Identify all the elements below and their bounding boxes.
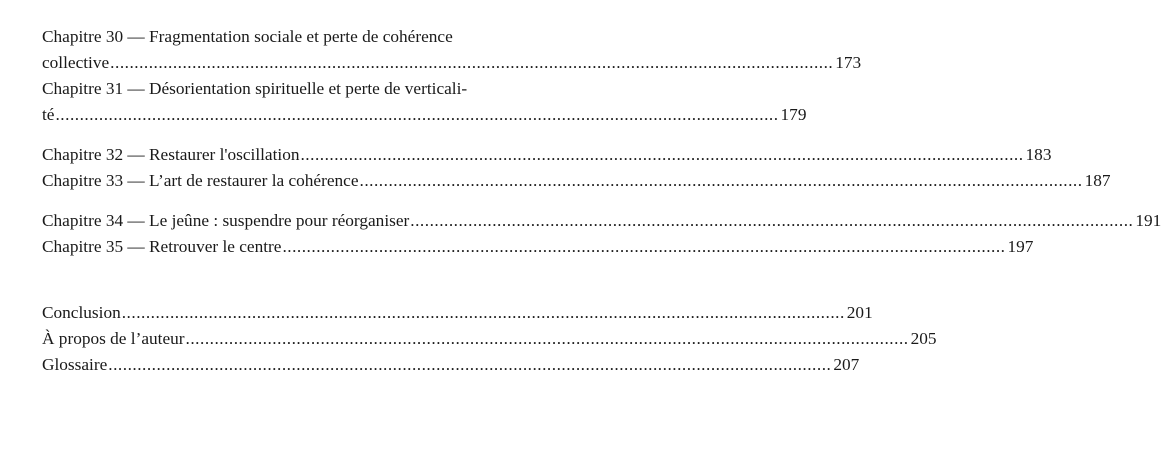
dot-leader: ...................................................................................................................................................... (55, 105, 779, 124)
toc-page-number: 191 (1135, 211, 1161, 230)
toc-entry-chapter-30 (42, 24, 862, 76)
toc-entry-title: Chapitre 35 — Retrouver le centre (42, 237, 282, 256)
toc-entry-title: Chapitre 33 — L’art de restaurer la cohérence (42, 171, 359, 190)
dot-leader: ...................................................................................................................................................... (108, 355, 832, 374)
toc-entry-title: Chapitre 34 — Le jeûne : suspendre pour réorganiser (42, 211, 410, 230)
toc-page-number: 187 (1084, 171, 1111, 190)
toc-entry-title-continued: collective (42, 53, 110, 72)
toc-entry-title: Glossaire (42, 355, 108, 374)
toc-entry-title-continued: té (42, 105, 55, 124)
dot-leader: ...................................................................................................................................................... (282, 237, 1006, 256)
dot-leader: ...................................................................................................................................................... (110, 53, 834, 72)
dot-leader: ...................................................................................................................................................... (185, 329, 909, 348)
group-spacer (42, 260, 532, 300)
group-spacer (42, 194, 532, 208)
toc-page-number: 183 (1025, 145, 1052, 164)
toc-entry-chapter-34 (42, 208, 1161, 234)
toc-page-number: 205 (910, 329, 937, 348)
toc-entry-title: Chapitre 32 — Restaurer l'oscillation (42, 145, 300, 164)
toc-entry-conclusion (42, 300, 873, 326)
toc-entry-title: Conclusion (42, 303, 121, 322)
toc-entry-title: Chapitre 30 — Fragmentation sociale et perte de cohérence (42, 27, 453, 46)
dot-leader: ...................................................................................................................................................... (410, 211, 1134, 230)
toc-page-number: 173 (835, 53, 862, 72)
toc-page-number: 201 (846, 303, 873, 322)
toc-entry-about-author (42, 326, 937, 352)
dot-leader: ...................................................................................................................................................... (359, 171, 1083, 190)
toc-page-number: 207 (833, 355, 860, 374)
toc-entry-title: Chapitre 31 — Désorientation spirituelle et perte de verticali- (42, 79, 468, 98)
toc-entry-chapter-31 (42, 76, 807, 128)
table-of-contents (42, 24, 1161, 378)
toc-entry-chapter-33 (42, 168, 1111, 194)
toc-entry-chapter-32 (42, 142, 1052, 168)
toc-page-number: 179 (780, 105, 807, 124)
toc-entry-chapter-35 (42, 234, 1034, 260)
group-spacer (42, 128, 532, 142)
dot-leader: ...................................................................................................................................................... (121, 303, 845, 322)
toc-entry-title: À propos de l’auteur (42, 329, 185, 348)
toc-page-number: 197 (1007, 237, 1034, 256)
dot-leader: ...................................................................................................................................................... (300, 145, 1024, 164)
toc-entry-glossary (42, 352, 860, 378)
